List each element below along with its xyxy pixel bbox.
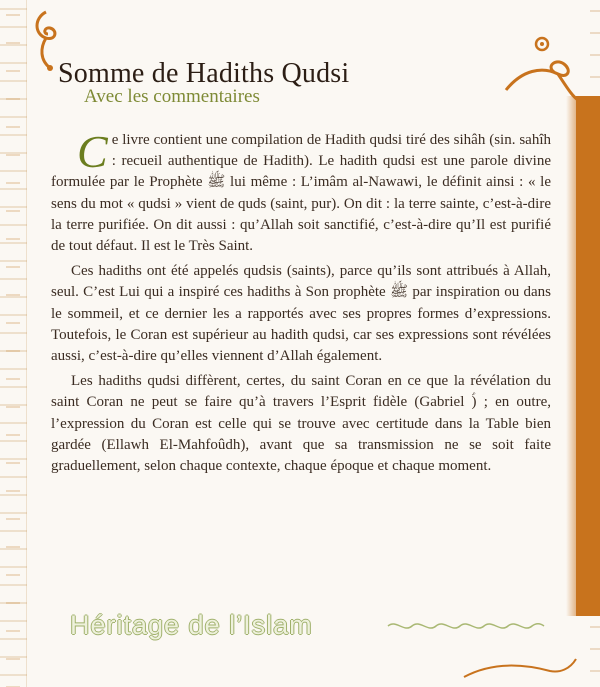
paragraph-2: Ces hadiths ont été appelés qudsis (saints), parce qu’ils sont attribués à Allah, seul. C’est Lui qui a inspiré ces hadiths à Son prophète ﷺ par inspiration ou dans le sommeil, et ce dernier les a rapportés avec ses propres formes d’expressions. Toutefois, le Coran est supérieur au hadith qudsi, car ses expressions sont révélées aussi, c’est-à-dire qu’elles viennent d’Allah également. [51, 263, 551, 365]
publisher-logo: Héritage de l’Islam [70, 610, 313, 640]
paragraph-1 [51, 126, 551, 257]
vine-pattern [6, 0, 20, 687]
page-subtitle: Avec les commentaires [84, 86, 260, 107]
paragraph-1-text: e livre contient une compilation de Hadith qudsi tiré des sihâh (sin. sahîh : recueil authentique de Hadith). Le hadith qudsi est une parole divine formulée par le Prophète ﷺ lui même : L’imâm al-Nawawi, le définit ainsi : « le sens du mot « qudsi » vient de quds (saint, pur). On dit : la terre sainte, c’est-à-dire la terre purifiée. On dit aussi : qu’Allah soit sanctifié, c’est-à-dire qu’Il est purifié de tout défaut. Il est le Très Saint. [51, 132, 551, 255]
arabesque-ornament-icon [386, 617, 546, 635]
paragraph-3: Les hadiths qudsi diffèrent, certes, du saint Coran en ce que la révélation du saint Coran ne peut se faire qu’à travers l’Esprit fidèle (Gabriel ؑ) ; en outre, l’expression du Coran est celle qui se trouve avec certitude dans la Table bien gardée (Ellawh El-Mahfoûdh), avant que sa transmission ne se soit faite graduellement, selon chaque contexte, chaque époque et chaque moment. [51, 373, 551, 475]
drop-cap: C [77, 126, 108, 177]
floral-border-left [0, 0, 27, 687]
floral-ornament-icon [502, 30, 580, 110]
body-text [51, 126, 551, 481]
bottom-corner-ornament-icon [460, 653, 580, 681]
orange-band [576, 96, 600, 616]
page-title: Somme de Hadiths Qudsi [58, 58, 350, 89]
